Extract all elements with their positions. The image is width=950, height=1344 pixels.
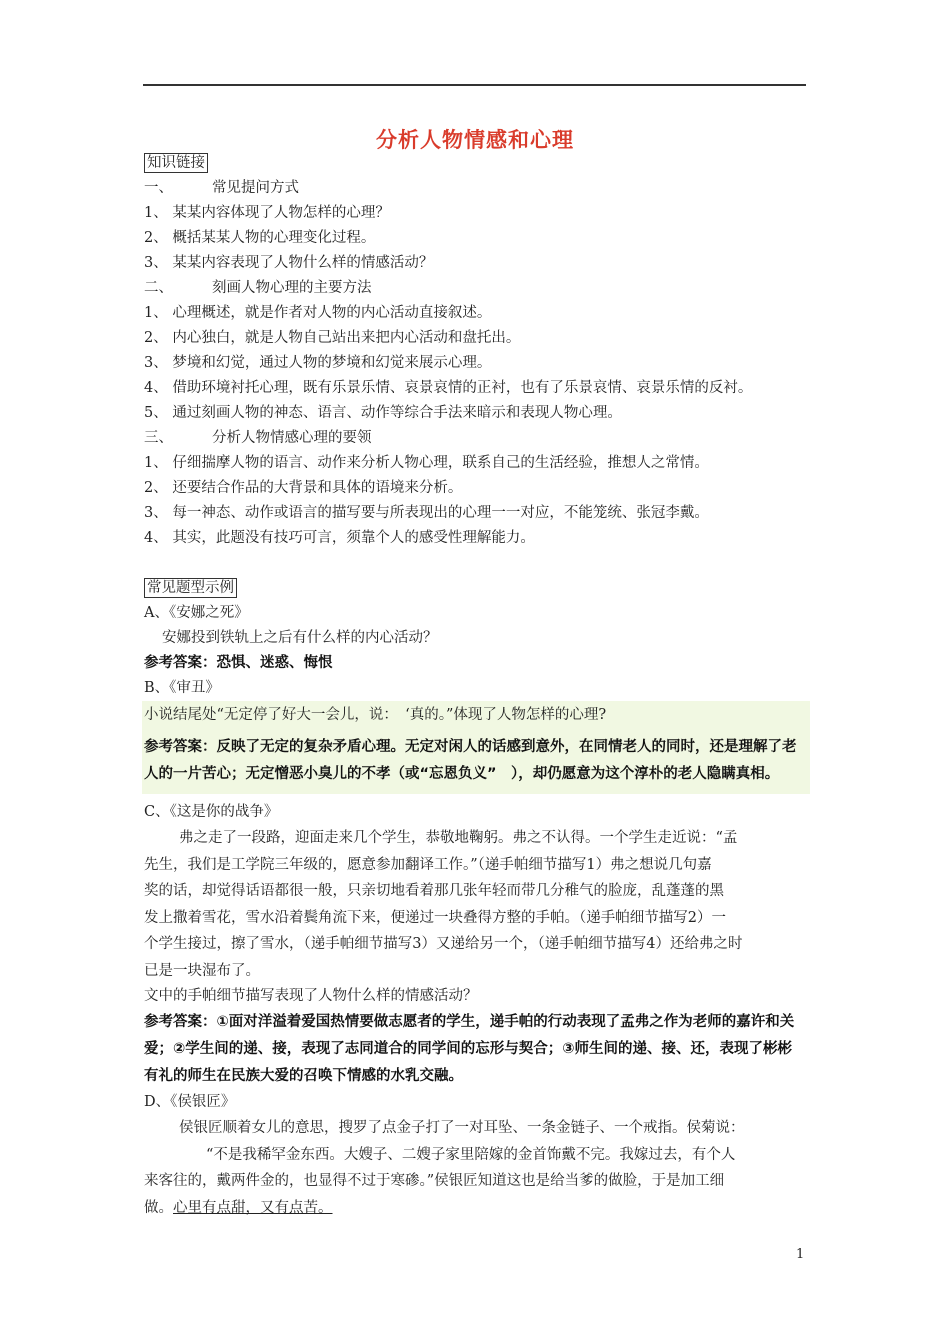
list-item: 3、 某某内容表现了人物什么样的情感活动？ xyxy=(144,255,434,271)
list-item: 2、 概括某某人物的心理变化过程。 xyxy=(144,230,376,246)
example-a-label: A、《安娜之死》 xyxy=(144,605,249,621)
list-item: 5、 通过刻画人物的神态、语言、动作等综合手法来暗示和表现人物心理。 xyxy=(144,405,622,421)
passage-line: 侯银匠顺着女儿的意思，搜罗了点金子打了一对耳坠、一条金链子、一个戒指。侯菊说： xyxy=(179,1120,745,1136)
passage-line: 做。心里有点甜，又有点苦。 xyxy=(144,1199,333,1216)
section-heading-3: 三、 分析人物情感心理的要领 xyxy=(144,430,372,446)
passage-line: 奖的话，却觉得话语都很一般，只亲切地看着那几张年轻而带几分稚气的脸庞，乱蓬蓬的黑 xyxy=(144,883,724,899)
passage-line: 已是一块湿布了。 xyxy=(144,962,260,979)
list-item: 3、 梦境和幻觉，通过人物的梦境和幻觉来展示心理。 xyxy=(144,355,492,371)
list-item: 4、 借助环境衬托心理，既有乐景乐情、哀景哀情的正衬，也有了乐景哀情、哀景乐情的反衬。 xyxy=(144,380,753,396)
section-heading-1: 一、 常见提问方式 xyxy=(144,180,299,196)
example-d-passage xyxy=(144,1115,806,1221)
page-title: 分析人物情感和心理 xyxy=(376,128,574,152)
knowledge-heading: 知识链接 xyxy=(144,153,208,173)
passage-line: “不是我稀罕金东西。大嫂子、二嫂子家里陪嫁的金首饰戴不完。我嫁过去，有个人 xyxy=(206,1146,736,1163)
example-c-answer: 参考答案：①面对洋溢着爱国热情要做志愿者的学生，递手帕的行动表现了孟弗之作为老师的嘉许和关爱；②学生间的递、接，表现了志同道合的同学间的忘形与契合；③师生间的递、接、还，表现了彬彬有礼的师生在民族大爱的召唤下情感的水乳交融。 xyxy=(144,1014,795,1084)
example-b-label: B、《审丑》 xyxy=(144,680,220,696)
page-number: 1 xyxy=(796,1247,805,1262)
list-item: 2、 还要结合作品的大背景和具体的语境来分析。 xyxy=(144,480,463,496)
passage-line: 发上撒着雪花，雪水沿着鬓角流下来，便递过一块叠得方整的手帕。（递手帕细节描写2）一 xyxy=(144,909,726,926)
example-c-question: 文中的手帕细节描写表现了人物什么样的情感活动？ xyxy=(144,988,478,1004)
list-item: 1、 仔细揣摩人物的语言、动作来分析人物心理，联系自己的生活经验，推想人之常情。 xyxy=(144,455,709,471)
examples-heading: 常见题型示例 xyxy=(144,578,237,598)
example-c-passage xyxy=(144,825,806,984)
list-item: 1、 心理概述，就是作者对人物的内心活动直接叙述。 xyxy=(144,305,492,321)
example-a-answer: 参考答案：恐惧、迷惑、悔恨 xyxy=(144,655,333,671)
list-item: 4、 其实，此题没有技巧可言，须靠个人的感受性理解能力。 xyxy=(144,530,535,546)
section-heading-2: 二、 刻画人物心理的主要方法 xyxy=(144,280,372,296)
passage-line: 来客往的，戴两件金的，也显得不过于寒碜。”侯银匠知道这也是给当爹的做脸，于是加工细 xyxy=(144,1173,725,1189)
example-b-question: 小说结尾处“无定停了好大一会儿，说： ‘真的。”体现了人物怎样的心理? xyxy=(144,707,607,723)
example-b-answer: 参考答案：反映了无定的复杂矛盾心理。无定对闲人的话感到意外，在同情老人的同时，还是理解了老人的一片苦心；无定憎恶小臭儿的不孝（或“忘恩负义” ），却仍愿意为这个淳朴的老人隐瞒真相。 xyxy=(144,739,797,782)
list-item: 1、 某某内容体现了人物怎样的心理？ xyxy=(144,205,390,221)
header-rule xyxy=(143,84,806,86)
example-d-label: D、《侯银匠》 xyxy=(144,1094,236,1110)
document-body xyxy=(144,151,814,1221)
passage-line: 先生，我们是工学院三年级的，愿意参加翻译工作。”（递手帕细节描写1）弗之想说几句嘉 xyxy=(144,856,712,873)
list-item: 3、 每一神态、动作或语言的描写要与所表现出的心理一一对应，不能笼统、张冠李戴。 xyxy=(144,505,709,521)
list-item: 2、 内心独白，就是人物自己站出来把内心活动和盘托出。 xyxy=(144,330,521,346)
example-a-question: 安娜投到铁轨上之后有什么样的内心活动？ xyxy=(162,630,438,646)
passage-line: 个学生接过，擦了雪水，（递手帕细节描写3）又递给另一个，（递手帕细节描写4）还给弗之时 xyxy=(144,936,743,952)
example-c-label: C、《这是你的战争》 xyxy=(144,804,279,820)
underlined-phrase: 心里有点甜，又有点苦。 xyxy=(173,1199,333,1216)
example-b-highlight xyxy=(142,701,810,794)
passage-line: 弗之走了一段路，迎面走来几个学生，恭敬地鞠躬。弗之不认得。一个学生走近说：“孟 xyxy=(179,830,738,846)
